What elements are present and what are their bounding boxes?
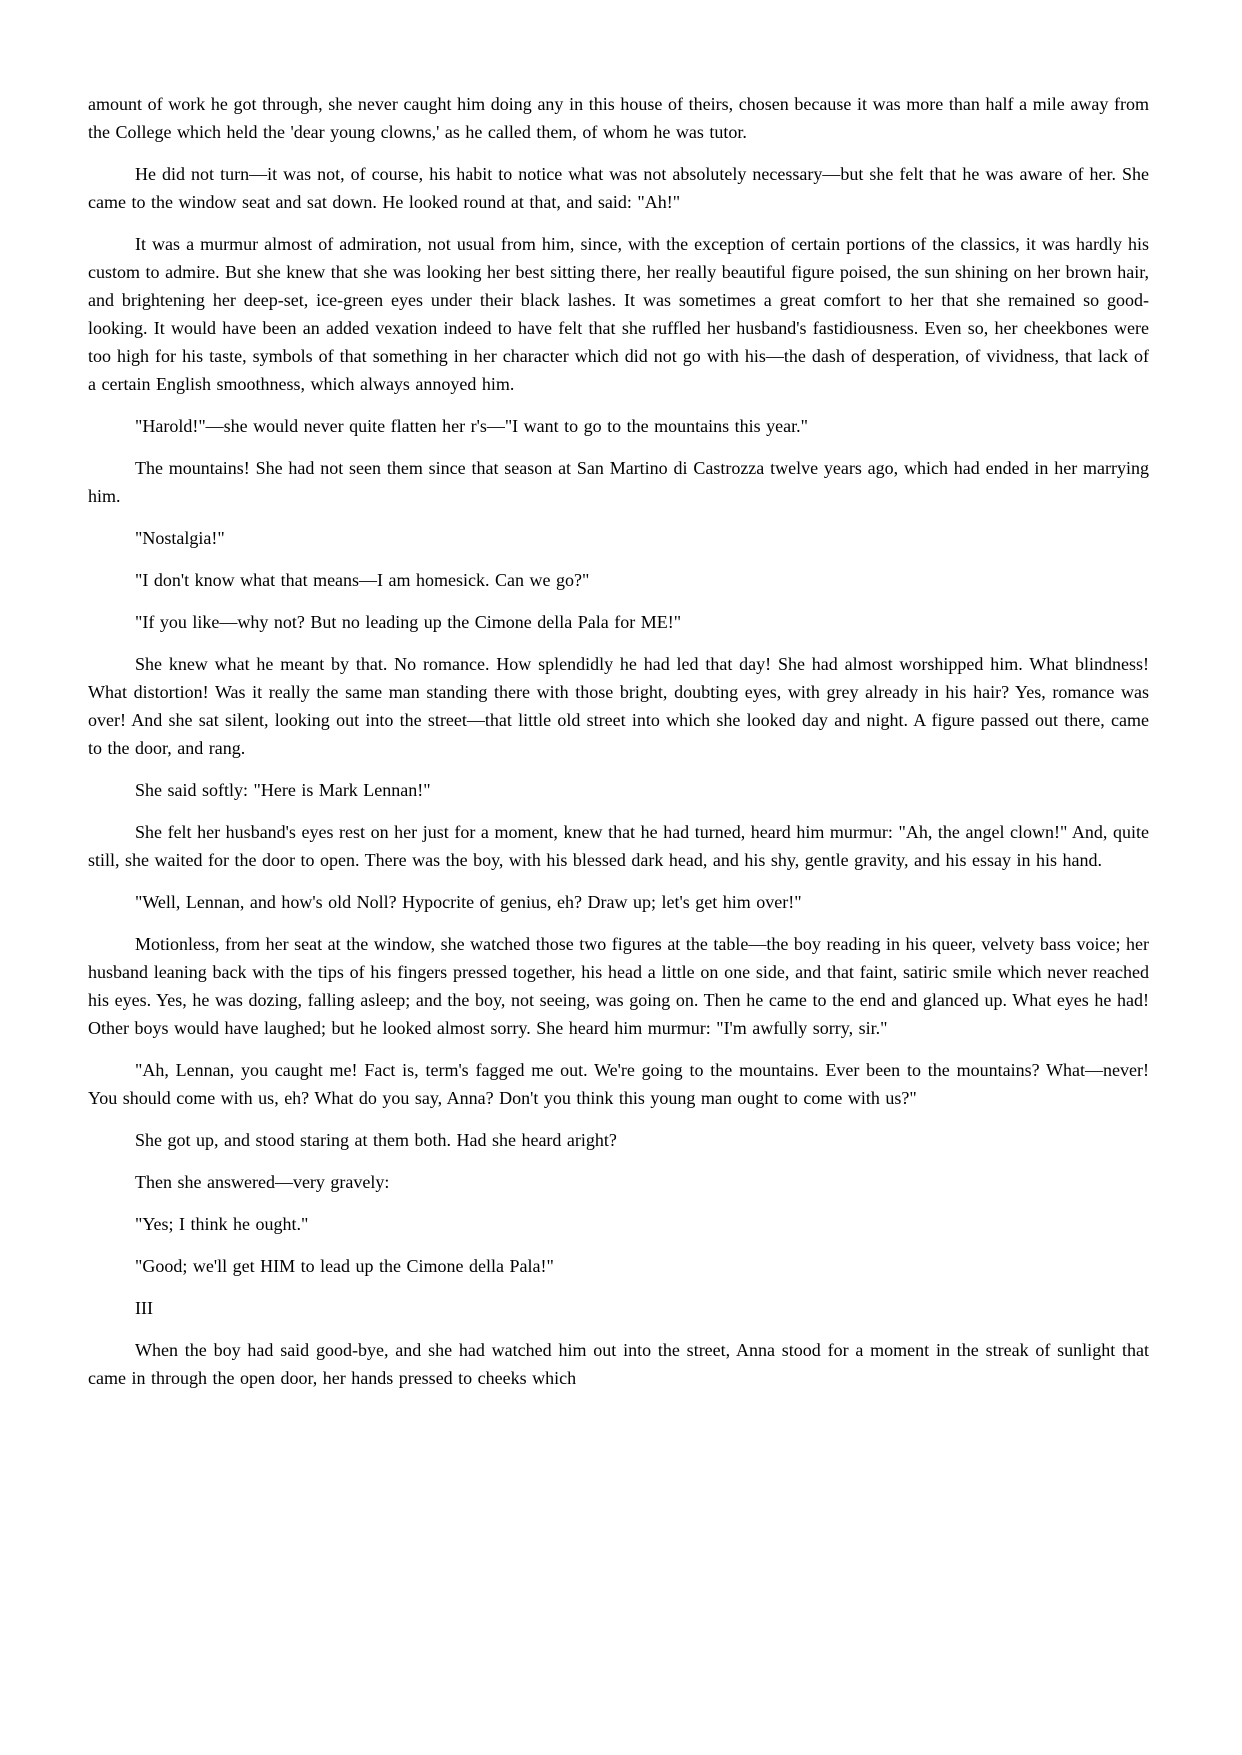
paragraph: When the boy had said good-bye, and she had watched him out into the street, Anna stood for a moment in the streak of sunlight that came in through the open door, her hands pressed to cheeks which	[88, 1340, 1149, 1388]
paragraph-dialogue: "Harold!"—she would never quite flatten her r's—"I want to go to the mountains this year."	[135, 416, 808, 436]
paragraph-dialogue: "I don't know what that means—I am homesick. Can we go?"	[135, 570, 590, 590]
paragraph-continuation: amount of work he got through, she never caught him doing any in this house of theirs, chosen because it was more than half a mile away from the College which held the 'dear young clowns,' as he called them, of whom he was tutor.	[88, 94, 1149, 142]
paragraph-dialogue: "Nostalgia!"	[135, 528, 225, 548]
paragraph: The mountains! She had not seen them since that season at San Martino di Castrozza twelve years ago, which had ended in her marrying him.	[88, 458, 1149, 506]
paragraph: Then she answered—very gravely:	[135, 1172, 390, 1192]
paragraph: She felt her husband's eyes rest on her just for a moment, knew that he had turned, heard him murmur: "Ah, the angel clown!" And, quite still, she waited for the door to open. There was the boy, with his blessed dark head, and his shy, gentle gravity, and his essay in his hand.	[88, 822, 1149, 870]
paragraph-dialogue: "Yes; I think he ought."	[135, 1214, 309, 1234]
paragraph-dialogue: "Good; we'll get HIM to lead up the Cimone della Pala!"	[135, 1256, 554, 1276]
paragraph-dialogue: She said softly: "Here is Mark Lennan!"	[135, 780, 431, 800]
paragraph-dialogue: "If you like—why not? But no leading up the Cimone della Pala for ME!"	[135, 612, 682, 632]
paragraph: He did not turn—it was not, of course, his habit to notice what was not absolutely necessary—but she felt that he was aware of her. She came to the window seat and sat down. He looked round at that, and said: "Ah!"	[88, 164, 1149, 212]
section-heading: III	[135, 1298, 153, 1318]
paragraph: Motionless, from her seat at the window, she watched those two figures at the table—the boy reading in his queer, velvety bass voice; her husband leaning back with the tips of his fingers pressed together, his head a little on one side, and that faint, satiric smile which never reached his eyes. Yes, he was dozing, falling asleep; and the boy, not seeing, was going on. Then he came to the end and glanced up. What eyes he had! Other boys would have laughed; but he looked almost sorry. She heard him murmur: "I'm awfully sorry, sir."	[88, 934, 1149, 1038]
paragraph: It was a murmur almost of admiration, not usual from him, since, with the exception of certain portions of the classics, it was hardly his custom to admire. But she knew that she was looking her best sitting there, her really beautiful figure poised, the sun shining on her brown hair, and brightening her deep-set, ice-green eyes under their black lashes. It was sometimes a great comfort to her that she remained so good-looking. It would have been an added vexation indeed to have felt that she ruffled her husband's fastidiousness. Even so, her cheekbones were too high for his taste, symbols of that something in her character which did not go with his—the dash of desperation, of vividness, that lack of a certain English smoothness, which always annoyed him.	[88, 234, 1149, 394]
paragraph: She knew what he meant by that. No romance. How splendidly he had led that day! She had almost worshipped him. What blindness! What distortion! Was it really the same man standing there with those bright, doubting eyes, with grey already in his hair? Yes, romance was over! And she sat silent, looking out into the street—that little old street into which she looked day and night. A figure passed out there, came to the door, and rang.	[88, 654, 1149, 758]
paragraph-dialogue: "Well, Lennan, and how's old Noll? Hypocrite of genius, eh? Draw up; let's get him over!"	[135, 892, 802, 912]
paragraph-dialogue: "Ah, Lennan, you caught me! Fact is, term's fagged me out. We're going to the mountains. Ever been to the mountains? What—never! You should come with us, eh? What do you say, Anna? Don't you think this young man ought to come with us?"	[88, 1060, 1149, 1108]
paragraph: She got up, and stood staring at them both. Had she heard aright?	[135, 1130, 617, 1150]
